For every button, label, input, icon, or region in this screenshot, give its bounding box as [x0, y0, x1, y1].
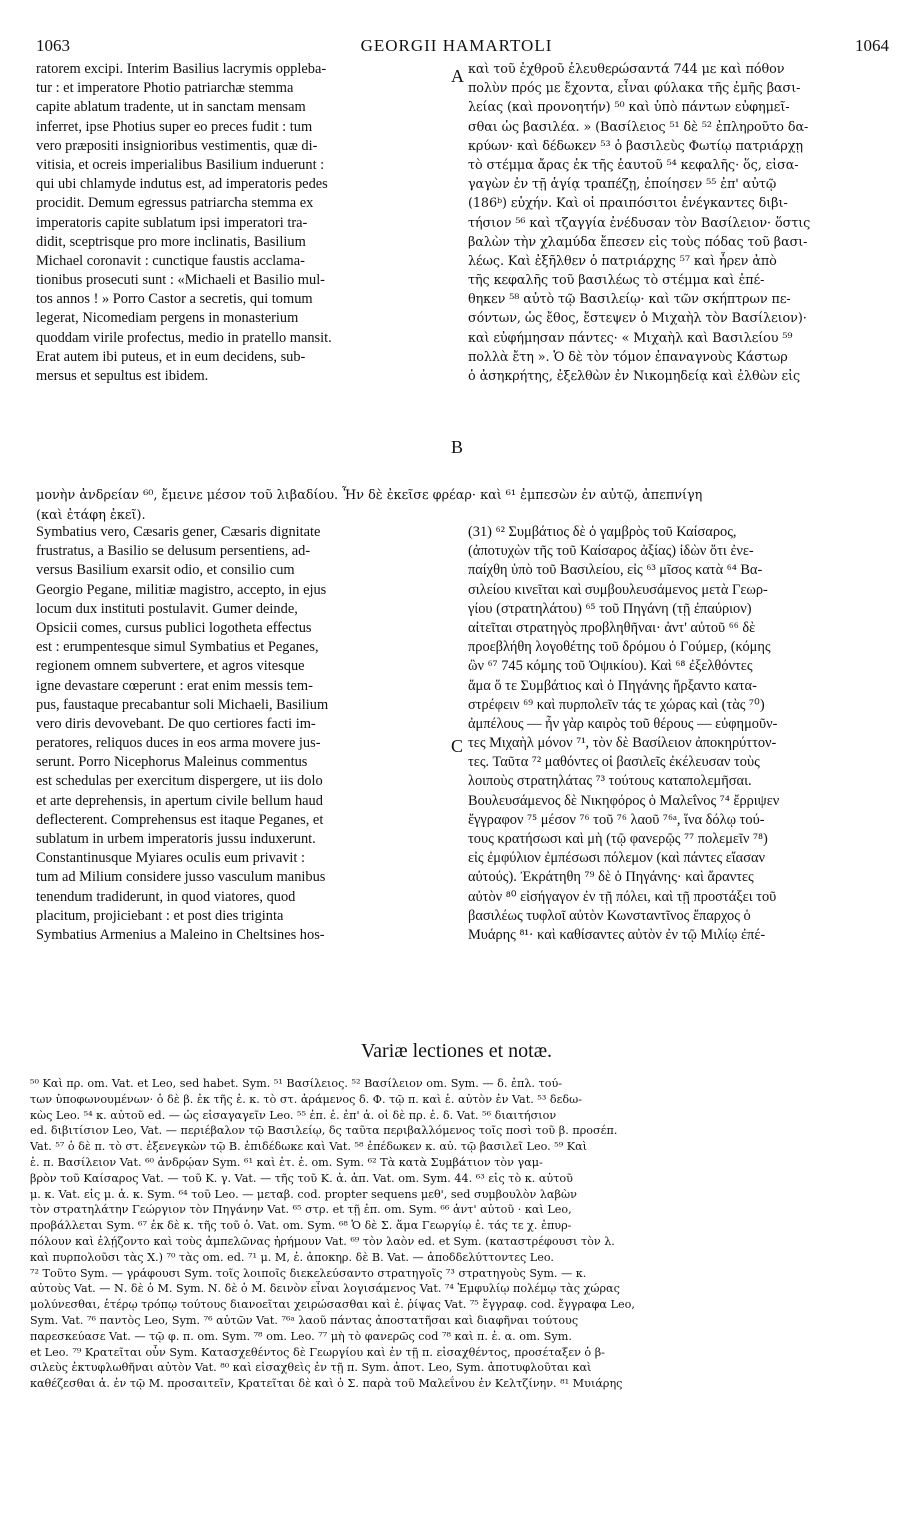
greek-text-line: σιλείου κινεῖται καὶ συμβουλευσάμενος μετὰ Γεωρ- [468, 581, 768, 598]
greek-text-line: στρέφειν ⁶⁹ καὶ πυρπολεῖν τάς τε χώρας καὶ (τὰς ⁷⁰) [468, 696, 765, 713]
note-line: κὼς Leo. ⁵⁴ κ. αὐτοῦ ed. — ὡς εἰσαγαγεῖν Leo. ⁵⁵ ἐπ. ἐ. ἐπ' ἁ. οἱ δὲ πρ. ἐ. δ. Vat. ⁵⁶ διαιτήσιον [30, 1108, 557, 1122]
latin-text-line: tionibus prosecuti sunt : «Michaeli et Basilio mul- [36, 272, 325, 289]
running-title: GEORGII HAMARTOLI [360, 36, 553, 55]
note-line: ⁷² Τοῦτο Sym. — γράφουσι Sym. τοῖς λοιποῖς διεκελεύσαντο στρατηγοῖς ⁷³ στρατηγοὺς Sym. — κ. [30, 1266, 587, 1280]
latin-text-line: placitum, projiciebant : et post dies triginta [36, 907, 284, 924]
latin-text-line: vero præpositi insignioribus vestimentis, quæ di- [36, 137, 318, 154]
latin-text-line: tur : et imperatore Photio patriarchæ stemma [36, 80, 294, 97]
latin-text-line: tum ad Milium considere jusso vasculum manibus [36, 869, 326, 886]
greek-text-line: (186ᵇ) εὐχήν. Καὶ οἱ πραιπόσιτοι ἐνέγκαντες διβι- [468, 196, 788, 212]
note-line: αὐτοὺς Vat. — Ν. δὲ ὁ Μ. Sym. Ν. δὲ ὁ Μ. δεινὸν εἶναι λογισάμενος Vat. ⁷⁴ Ἐμφυλίῳ πολέμῳ τὰς χώρας [30, 1282, 620, 1296]
greek-text-line: κρύων· καὶ δέδωκεν ⁵³ ὁ βασιλεὺς Φωτίῳ πατριάρχῃ [468, 138, 803, 154]
latin-text-line: vero diris devovebant. De quo certiores facti im- [36, 715, 316, 732]
greek-column-bottom [468, 523, 886, 945]
latin-text-line: tos annos ! » Porro Castor a secretis, qui tomum [36, 291, 313, 308]
note-line: ἑ. π. Βασίλειον Vat. ⁶⁰ ἀνδρῴαν Sym. ⁶¹ καὶ ἐτ. ἐ. om. Sym. ⁶² Τὰ κατὰ Συμβάτιον τὸν γαμ- [30, 1155, 543, 1169]
note-line: παρεσκεύασε Vat. — τῷ φ. π. om. Sym. ⁷⁸ om. Leo. ⁷⁷ μὴ τὸ φανερῶς cod ⁷⁸ καὶ π. ἐ. α. om. Sym. [30, 1329, 572, 1343]
latin-text-line: inferret, ipse Photius super eo preces fudit : tum [36, 118, 313, 135]
greek-text-line: αὐτούς). Ἐκράτηθη ⁷⁹ δὲ ὁ Πηγάνης· καὶ ἄραντες [468, 869, 754, 886]
note-line: Sym. Vat. ⁷⁶ παντὸς Leo, Sym. ⁷⁶ αὐτῶν Vat. ⁷⁶ᵃ λαοῦ πάντας ἀποστατῆσαι καὶ διαφῆναι τούτους [30, 1313, 579, 1327]
greek-text-line: τήσιον ⁵⁶ καὶ τζαγγία ἐνέδυσαν τὸν Βασίλειον· ὅστις [468, 215, 811, 231]
latin-text-line: vitisia, et ocreis imperialibus Basilium induerunt : [36, 156, 325, 173]
latin-text-line: tenendum tradiderunt, in quod viatores, quod [36, 888, 296, 905]
note-line: σιλεὺς ἐκτυφλωθῆναι αὐτὸν Vat. ⁸⁰ καὶ εἰσαχθεὶς ἐν τῇ π. Sym. ἀποτ. Leo, Sym. ἀποτυφλοῦται καὶ [30, 1361, 592, 1375]
latin-text-line: Erat autem ibi puteus, et in eum decidens, sub- [36, 348, 306, 365]
greek-column-top [468, 60, 886, 386]
latin-column-top [36, 60, 448, 386]
greek-text-line: (31) ⁶² Συμβάτιος δὲ ὁ γαμβρὸς τοῦ Καίσαρος, [468, 524, 737, 540]
latin-text-line: est schedulas per exercitum dispergere, ut iis dolo [36, 773, 323, 790]
full-width-greek-lines [36, 486, 886, 526]
latin-text-line: procidit. Demum egressus patriarcha stemma ex [36, 195, 314, 212]
greek-text-line: (καὶ ἐτάφη ἐκεῖ). [36, 508, 146, 523]
greek-text-line: λέως. Καὶ ἐξῆλθεν ὁ πατριάρχης ⁵⁷ καὶ ἦρεν ἀπὸ [468, 253, 777, 269]
latin-text-line: deflecterent. Comprehensus est itaque Peganes, et [36, 811, 324, 828]
greek-text-line: γαγὼν ἐν τῇ ἁγίᾳ τραπέζῃ, ἐποίησεν ⁵⁵ ἐπ' αὐτῷ [468, 177, 777, 193]
greek-text-line: καὶ εὐφήμησαν πάντες· « Μιχαὴλ καὶ Βασιλείου ⁵⁹ [468, 330, 793, 346]
latin-text-line: quoddam virile profectus, medio in pratello mansit. [36, 329, 332, 346]
page-number-left: 1063 [36, 36, 70, 55]
note-line: μολύνεσθαι, ἑτέρῳ τρόπῳ τούτους διανοεῖται χειρώσασθαι καὶ ἐ. ῥίψας Vat. ⁷⁵ ἔγγραφ. cod. ἔγγραφα Leo, [30, 1298, 635, 1312]
notes-heading: Variæ lectiones et notæ. [360, 1040, 553, 1062]
latin-text-line: legerat, Nicomediam pergens in monasterium [36, 310, 299, 327]
note-line: καὶ πυρπολοῦσι τὰς Χ.) ⁷⁰ τὰς om. ed. ⁷¹ μ. Μ, ἐ. ἀποκηρ. δὲ Β. Vat. — ἀποδδελύττοντες Leo. [30, 1250, 554, 1264]
note-line: πόλουν καὶ ἐλῄζοντο καὶ τοὺς ἀμπελῶνας ἠρήμουν Vat. ⁶⁹ τὸν λαὸν ed. et Sym. (καταστρέφουσι τὸν λ. [30, 1234, 615, 1248]
latin-text-line: ratorem excipi. Interim Basilius lacrymis oppleba- [36, 61, 327, 77]
latin-text-line: Georgio Pegane, militiæ magistro, accepto, in ejus [36, 581, 327, 598]
note-line: μ. κ. Vat. εἰς μ. ἀ. κ. Sym. ⁶⁴ τοῦ Leo. — μεταβ. cod. propter sequens μεθ', sed συμβουλὸν λαβὼν [30, 1187, 577, 1201]
latin-text-line: mersus et sepultus est ibidem. [36, 368, 209, 384]
greek-text-line: παίχθη ὑπὸ τοῦ Βασιλείου, εἰς ⁶³ μῖσος κατὰ ⁶⁴ Βα- [468, 562, 763, 579]
latin-text-line: Michael coronavit : cunctique faustis acclama- [36, 252, 305, 269]
greek-text-line: λοιποὺς στρατηλάτας ⁷³ τούτους καταπολεμῆσαι. [468, 773, 752, 790]
running-header [0, 36, 913, 56]
page-number-right: 1064 [855, 36, 889, 55]
greek-text-line: ἔγγραφον ⁷⁵ μέσον ⁷⁶ τοῦ ⁷⁶ λαοῦ ⁷⁶ᵃ, ἵνα δόλῳ τού- [468, 811, 765, 828]
greek-text-line: καὶ τοῦ ἐχθροῦ ἐλευθερώσαντά 744 με καὶ πόθον [468, 62, 785, 77]
latin-column-bottom [36, 523, 448, 945]
latin-text-line: igne devastare cœperunt : erat enim messis tem- [36, 677, 313, 694]
greek-text-line: αἰτεῖται στρατηγὸς προβληθῆναι· ἀντ' αὐτοῦ ⁶⁶ δὲ [468, 619, 756, 636]
greek-text-line: Μυάρης ⁸¹· καὶ καθίσαντες αὐτὸν ἐν τῷ Μιλίῳ ἐπέ- [468, 926, 766, 943]
greek-text-line: τὸ στέμμα ἄρας ἐκ τῆς ἑαυτοῦ ⁵⁴ κεφαλῆς· ὅς, εἰσα- [468, 157, 799, 173]
latin-text-line: et arte deprehensis, in apertum civile bellum haud [36, 792, 323, 809]
note-line: καθέζεσθαι ἁ. ἐν τῷ Μ. προσαιτεῖν, Κρατεῖται δὲ καὶ ὁ Σ. παρὰ τοῦ Μαλεΐνου ἐν Κελτζίνην. ⁸¹ Μυιάρης [30, 1377, 623, 1391]
latin-text-line: versus Basilium exarsit odio, et consilio cum [36, 562, 295, 579]
note-line: των ὑποφωνουμένων· ὁ δὲ β. ἐκ τῆς ἑ. κ. τὸ στ. ἀράμενος δ. Φ. τῷ π. καὶ ἑ. αὐτὸν ἐν Vat. ⁵³ δεδω- [30, 1092, 583, 1106]
latin-text-line: imperatoris capite sublatum ipsi imperatori tra- [36, 214, 308, 231]
greek-text-line: (ἀποτυχὼν τῆς τοῦ Καίσαρος ἀξίας) ἰδὼν ὅτι ἐνε- [468, 543, 754, 560]
note-line: ⁵⁰ Καὶ πρ. om. Vat. et Leo, sed habet. Sym. ⁵¹ Βασίλειος. ⁵² Βασίλειον om. Sym. — δ. ἐπλ. τού- [30, 1077, 563, 1090]
latin-text-line: frustratus, a Basilio se delusum persentiens, ad- [36, 543, 311, 560]
latin-text-line: locum dux instituti postulavit. Gumer deinde, [36, 600, 298, 617]
greek-text-line: βασιλέως τυφλοῖ αὐτὸν Κωνσταντῖνος ἔπαρχος ὁ [468, 907, 751, 924]
greek-text-line: ἅμα ὅ τε Συμβάτιος καὶ ὁ Πηγάνης ἤρξαντο κατα- [468, 677, 757, 694]
greek-text-line: σθαι ὡς βασιλέα. » (Βασίλειος ⁵¹ δὲ ⁵² ἐπληροῦτο δα- [468, 119, 809, 135]
greek-text-line: τῆς κεφαλῆς τοῦ βασιλέως τὸ στέμμα καὶ ἐπέ- [468, 273, 765, 289]
latin-text-line: Symbatius vero, Cæsaris gener, Cæsaris dignitate [36, 524, 321, 540]
greek-text-line: λείας (καὶ προνοητήν) ⁵⁰ καὶ ὑπὸ πάντων εὐφημεῖ- [468, 100, 790, 116]
greek-text-line: θηκεν ⁵⁸ αὐτὸ τῷ Βασιλείῳ· καὶ τῶν σκήπτρων πε- [468, 292, 791, 308]
greek-text-line: τες. Ταῦτα ⁷² μαθόντες οἱ βασιλεῖς ἐκέλευσαν τοὺς [468, 754, 760, 771]
margin-letter-c: C [451, 736, 464, 756]
greek-text-line: τες Μιχαὴλ μόνον ⁷¹, τὸν δὲ Βασίλειον ἀποκηρύττον- [468, 735, 777, 752]
latin-text-line: Symbatius Armenius a Maleino in Cheltsines hos- [36, 926, 325, 943]
latin-text-line: qui ubi chlamyde indutus est, ad imperatoris pedes [36, 176, 328, 193]
greek-text-line: ὁ ἀσηκρήτης, ἐξελθὼν ἐν Νικομηδείᾳ καὶ ἐλθὼν εἰς [468, 369, 801, 384]
latin-text-line: Opsicii comes, cursus publici logotheta effectus [36, 619, 312, 636]
note-line: βρὸν τοῦ Καίσαρος Vat. — τοῦ Κ. γ. Vat. — τῆς τοῦ Κ. ἀ. ἀπ. Vat. om. Sym. 44. ⁶³ εἰς τὸ κ. αὐτοῦ [30, 1171, 573, 1185]
note-line: τὸν στρατηλάτην Γεώργιον τὸν Πηγάνην Vat. ⁶⁵ στρ. et τῇ ἐπ. om. Sym. ⁶⁶ ἀντ' αὐτοῦ · καὶ Leo, [30, 1203, 572, 1217]
note-line: προβάλλεται Sym. ⁶⁷ ἐκ δὲ κ. τῆς τοῦ ὁ. Vat. om. Sym. ⁶⁸ Ὁ δὲ Σ. ἅμα Γεωργίῳ ἐ. τάς τε χ. ἐπυρ- [30, 1219, 572, 1233]
greek-text-line: πολλὰ ἔτη ». Ὁ δὲ τὸν τόμον ἐπαναγνοὺς Κάστωρ [468, 349, 788, 365]
greek-text-line: πολὺν πρός με ἔχοντα, εἶναι φύλακα τῆς ἐμῆς βασι- [468, 81, 801, 97]
greek-text-line: μονὴν ἀνδρείαν ⁶⁰, ἔμεινε μέσον τοῦ λιβαδίου. Ἦν δὲ ἐκεῖσε φρέαρ· καὶ ⁶¹ ἐμπεσὼν ἐν αὐτῷ, ἀπεπνίγη [36, 488, 703, 503]
greek-text-line: προεβλήθη λογοθέτης τοῦ δρόμου ὁ Γούμερ, (κόμης [468, 639, 771, 656]
variant-readings-notes [30, 1076, 886, 1392]
latin-text-line: sublatum in urbem imperatoris jussu induxerunt. [36, 831, 316, 847]
greek-text-line: αὐτὸν ⁸⁰ εἰσήγαγον ἐν τῇ πόλει, καὶ τῇ προστάξει τοῦ [468, 888, 777, 905]
greek-text-line: εἰς ἐμφύλιον ἐμπέσωσι πόλεμον (καὶ πάντες εἴασαν [468, 850, 766, 867]
margin-letter-b: B [451, 437, 464, 457]
latin-text-line: Constantinusque Myiares oculis eum privavit : [36, 850, 305, 867]
greek-text-line: σόντων, ὡς ἔθος, ἔστεψεν ὁ Μιχαὴλ τὸν Βασίλειον)· [468, 311, 807, 327]
greek-text-line: Βουλευσάμενος δὲ Νικηφόρος ὁ Μαλεΐνος ⁷⁴ ἔρριψεν [468, 792, 780, 809]
latin-text-line: capite ablatum tradente, ut in sanctam mensam [36, 99, 306, 116]
margin-letter-a: A [451, 66, 464, 86]
latin-text-line: serunt. Porro Nicephorus Maleinus commentus [36, 754, 308, 771]
note-line: Vat. ⁵⁷ ὁ δὲ π. τὸ στ. ἐξενεγκὼν τῷ Β. ἐπιδέδωκε καὶ Vat. ⁵⁸ ἐπέδωκεν κ. αὐ. τῷ βασιλεῖ Leo. ⁵⁹ Καὶ [30, 1140, 588, 1154]
latin-text-line: didit, sceptrisque pro more inclinatis, Basilium [36, 233, 306, 250]
latin-text-line: pus, faustaque precabantur soli Michaeli, Basilium [36, 696, 329, 713]
latin-text-line: peratores, reliquos duces in eos arma movere jus- [36, 735, 321, 752]
latin-text-line: est : erumpentesque simul Symbatius et Peganes, [36, 639, 319, 656]
note-line: ed. διβιτίσιον Leo, Vat. — περιέβαλον τῷ Βασιλείῳ, δς ταῦτα περιβαλλόμενος τοῖς ποσὶ τοῦ β. προσέπ. [30, 1124, 618, 1138]
greek-text-line: γίου (στρατηλάτου) ⁶⁵ τοῦ Πηγάνη (τῇ ἐπαύριον) [468, 600, 752, 617]
greek-text-line: ὢν ⁶⁷ 745 κόμης τοῦ Ὀψικίου). Καὶ ⁶⁸ ἐξελθόντες [468, 658, 753, 675]
greek-text-line: ἀμπέλους — ἦν γὰρ καιρὸς τοῦ θέρους — εὐφημοῦν- [468, 715, 778, 732]
note-line: et Leo. ⁷⁹ Κρατεῖται οὖν Sym. Κατασχεθέντος δὲ Γεωργίου καὶ ἐν τῇ π. εἰσαχθέντος, προσέταξεν ὁ β- [30, 1345, 605, 1359]
latin-text-line: regionem omnem subvertere, et agros vitesque [36, 658, 305, 675]
greek-text-line: βαλὼν τὴν χλαμύδα ἔπεσεν εἰς τοὺς πόδας τοῦ βασι- [468, 234, 808, 250]
greek-text-line: τους κρατήσωσι καὶ μὴ (τῷ φανερῷς ⁷⁷ πολεμεῖν ⁷⁸) [468, 831, 768, 847]
